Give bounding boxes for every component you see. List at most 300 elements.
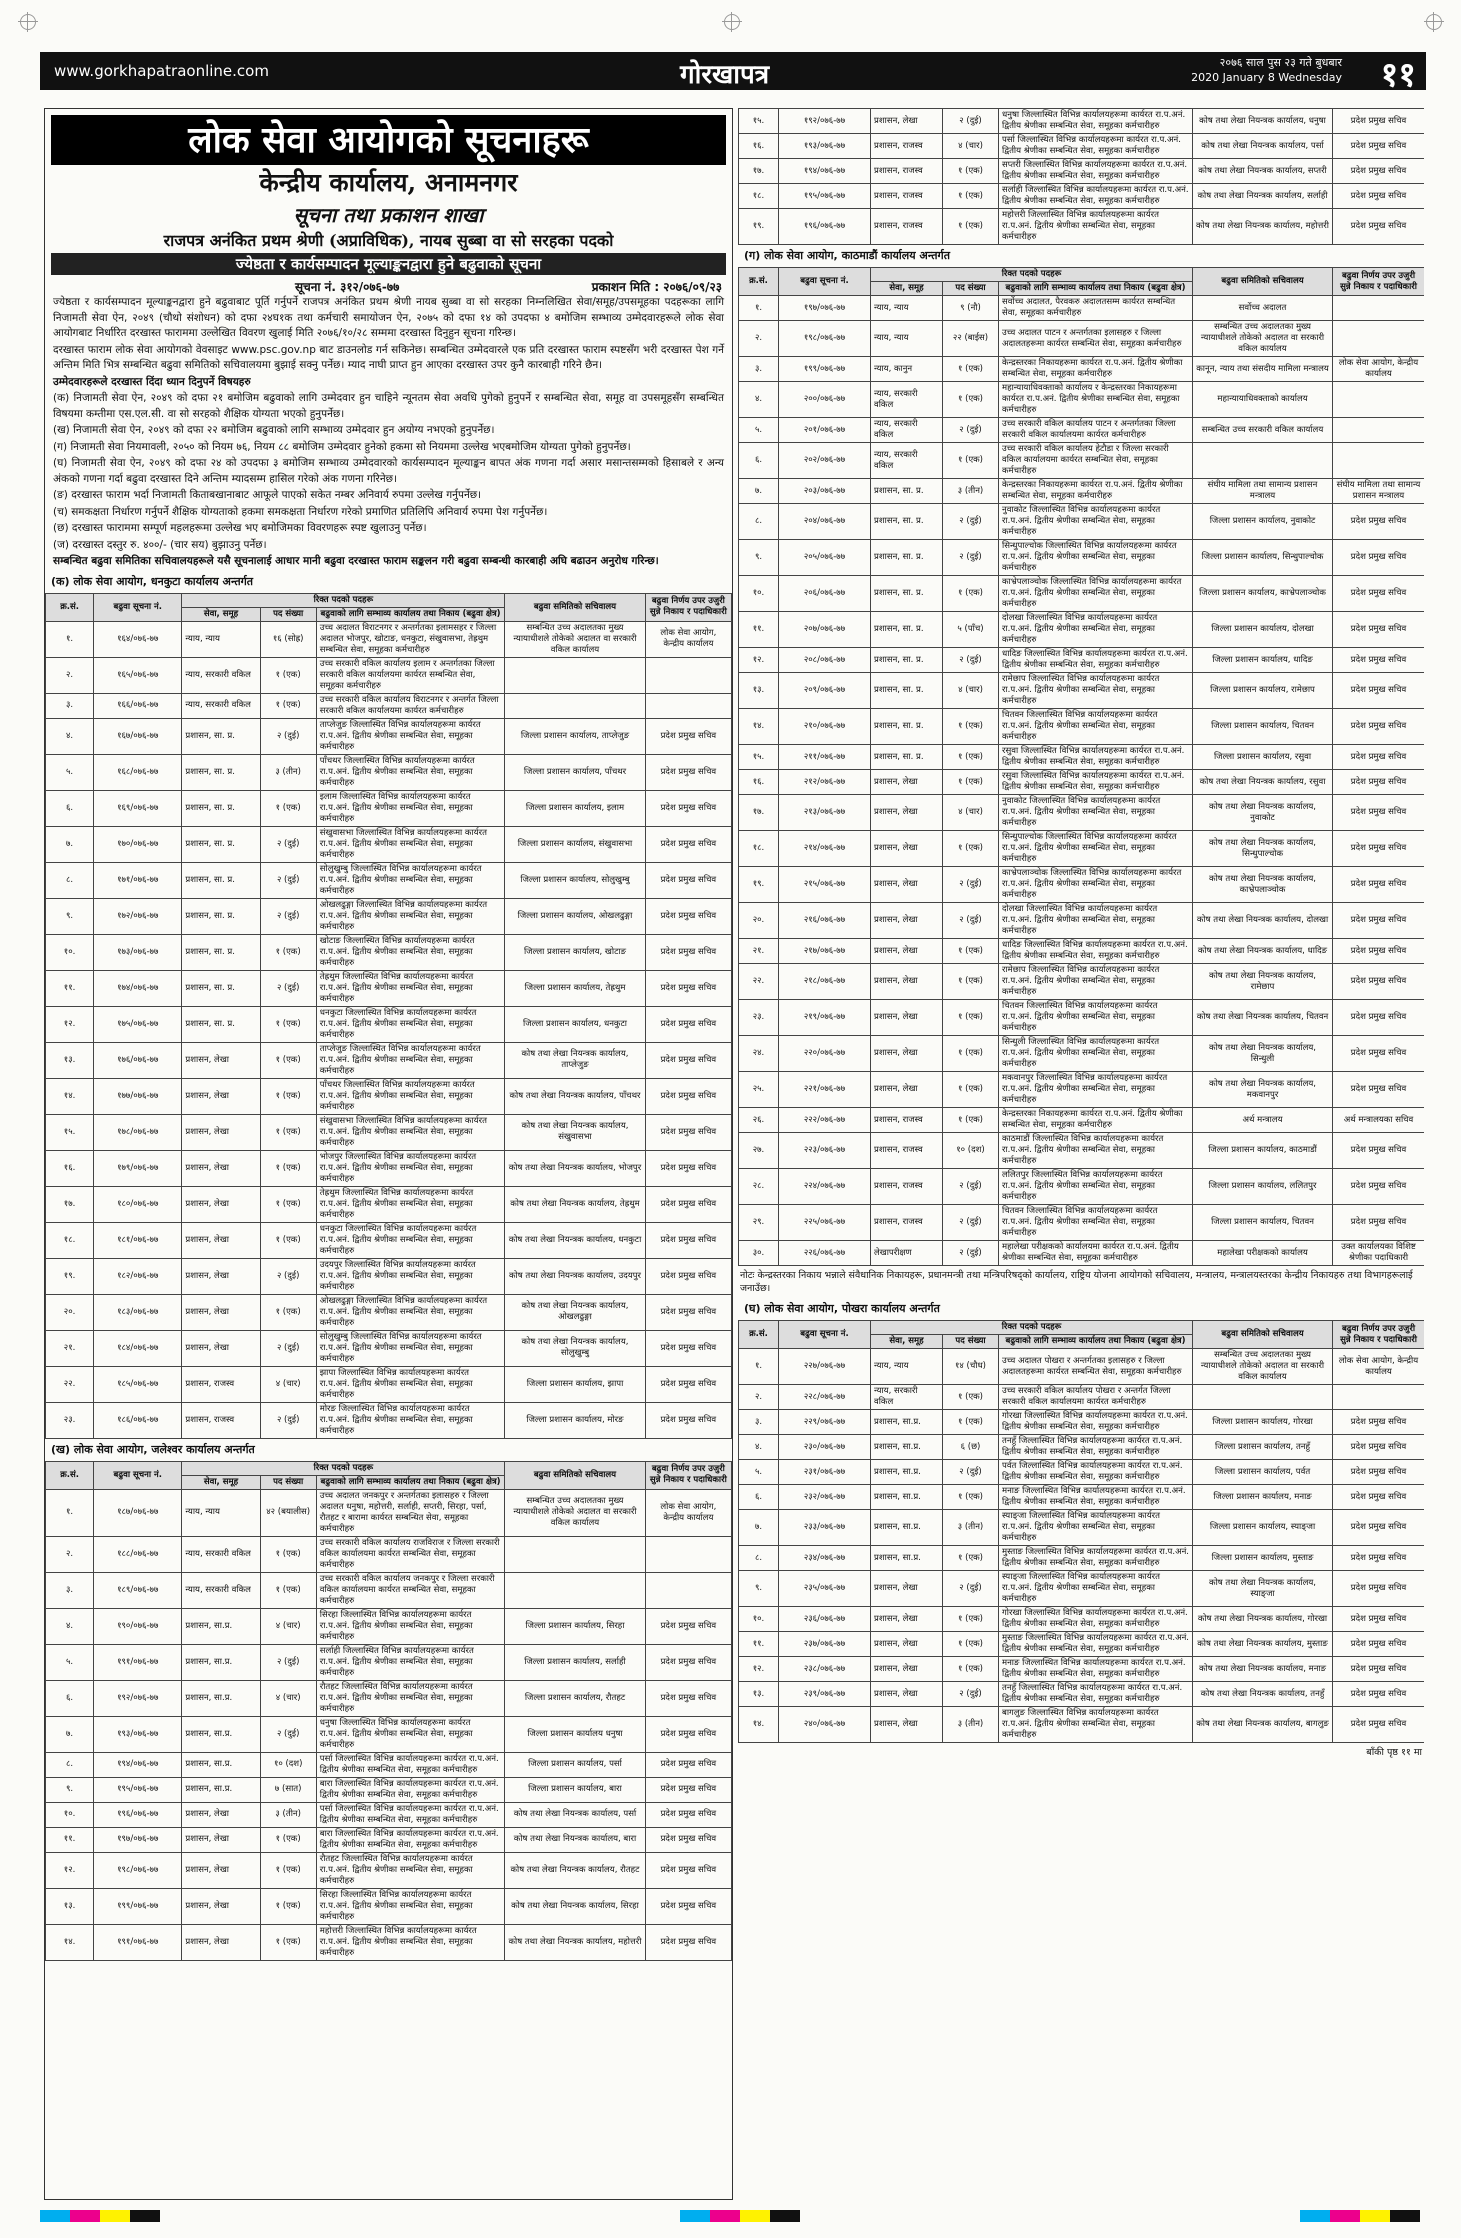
cell-secretariat: सम्बन्धित उच्च अदालतका मुख्य न्यायाधीशले तोकेको अदालत वा सरकारी वकिल कार्यालय [505,1489,645,1536]
header-service: सेवा, समूह [182,607,260,621]
table-row [739,209,1425,245]
cell-area: धादिङ जिल्लास्थित विभिन्न कार्यालयहरूमा कार्यरत रा.प.अनं. द्वितीय श्रेणीका सम्बन्धित सेवा, समूहका कर्मचारीहरु [999,648,1193,673]
cell-secretariat: कोष तथा लेखा नियन्त्रक कार्यालय, नुवाकोट [1193,795,1333,831]
cell-notice-no: २१२/०७६-७७ [779,770,871,795]
cell-sn: ९. [46,1777,94,1802]
table-row [739,1510,1425,1546]
cell-count: १ (एक) [260,1924,316,1960]
cell-count: १ (एक) [260,1186,316,1222]
cell-sn: ११. [46,970,94,1006]
cell-authority: प्रदेश प्रमुख सचिव [1333,1632,1424,1657]
cell-count: १ (एक) [943,709,999,745]
notice-paragraph: (छ) दरखास्त फाराममा सम्पूर्ण महलहरूमा उल्लेख भए बमोजिमका विवरणहरू स्पष्ट खुलाउनु पर्नेछ। [53,522,427,534]
cell-count: १ (एक) [943,1546,999,1571]
table-row [46,1294,732,1330]
table-header [739,268,1425,296]
cell-count: ५ (पाँच) [943,612,999,648]
cell-sn: ५. [739,418,779,443]
cell-secretariat [505,1572,645,1608]
cell-area: उच्च सरकारी वकिल कार्यालय विराटनगर र अन्तर्गत जिल्ला सरकारी वकिल कार्यालयमा कार्यरत कर्मचारीहरु [316,693,505,718]
cell-area: ताप्लेजुङ जिल्लास्थित विभिन्न कार्यालयहरूमा कार्यरत रा.प.अनं. द्वितीय श्रेणीका सम्बन्धित सेवा, समूहका कर्मचारीहरु [316,718,505,754]
cell-sn: ७. [46,826,94,862]
cell-service: प्रशासन, सा. प्र. [182,898,260,934]
color-bar-yellow-3 [1360,2210,1390,2222]
cell-notice-no: १६४/०७६-७७ [94,621,182,657]
cell-area: उच्च अदालत पोखरा र अन्तर्गतका इलासहरु र जिल्ला अदालतहरूमा कार्यरत सम्बन्धित सेवा, समूहका कर्मचारीहरु [999,1349,1193,1385]
cell-area: पर्सा जिल्लास्थित विभिन्न कार्यालयहरूमा कार्यरत रा.प.अनं. द्वितीय श्रेणीका सम्बन्धित सेवा, समूहका कर्मचारीहरु [999,134,1193,159]
cell-secretariat: जिल्ला प्रशासन कार्यालय, ललितपुर [1193,1169,1333,1205]
cell-count: ९ (नौ) [943,296,999,321]
cell-sn: २०. [739,903,779,939]
cell-area: मुस्ताङ जिल्लास्थित विभिन्न कार्यालयहरूमा कार्यरत रा.प.अनं. द्वितीय श्रेणीका सम्बन्धित सेवा, समूहका कर्मचारीहरु [999,1632,1193,1657]
cell-count: २ (दुई) [260,1258,316,1294]
cell-area: रौतहट जिल्लास्थित विभिन्न कार्यालयहरूमा कार्यरत रा.प.अनं. द्वितीय श्रेणीका सम्बन्धित सेवा, समूहका कर्मचारीहरु [316,1680,505,1716]
cell-area: उच्च अदालत जनकपुर र अन्तर्गतका इलासहरु र जिल्ला अदालत धनुषा, महोत्तरी, सर्लाही, सप्तरी, सिरहा, पर्सा, रौतहट र बारामा कार्यरत सम्बन्धित सेवा, समूहका कर्मचारीहरु [316,1489,505,1536]
cell-sn: १५. [46,1114,94,1150]
notice-paragraph: (ङ) दरखास्त फाराम भर्दा निजामती किताबखानाबाट आफूले पाएको सकेत नम्बर अनिवार्य रुपमा उल्लेख गर्नुपर्नेछ। [53,489,482,501]
cell-secretariat: जिल्ला प्रशासन कार्यालय, सिरहा [505,1608,645,1644]
table-body [739,1349,1425,1743]
header-authority: बढुवा निर्णय उपर उजुरी सुन्ने निकाय र पदाधिकारी [645,1461,731,1489]
cell-notice-no: १७५/०७६-७७ [94,1006,182,1042]
cell-secretariat [1193,1385,1333,1410]
cell-authority: प्रदेश प्रमुख सचिव [645,1258,731,1294]
cell-sn: २३. [739,1000,779,1036]
cell-secretariat: जिल्ला प्रशासन कार्यालय, इलाम [505,790,645,826]
cell-area: सोलुखुम्बु जिल्लास्थित विभिन्न कार्यालयहरूमा कार्यरत रा.प.अनं. द्वितीय श्रेणीका सम्बन्धित सेवा, समूहका कर्मचारीहरु [316,1330,505,1366]
cell-area: खोटाङ जिल्लास्थित विभिन्न कार्यालयहरूमा कार्यरत रा.प.अनं. द्वितीय श्रेणीका सम्बन्धित सेवा, समूहका कर्मचारीहरु [316,934,505,970]
cell-service: प्रशासन, लेखा [871,1000,943,1036]
table-dhankuta [45,593,732,1439]
header-notice-no: बढुवा सूचना नं. [94,1461,182,1489]
cell-authority [1333,382,1424,418]
cell-secretariat: जिल्ला प्रशासन कार्यालय, रामेछाप [1193,673,1333,709]
cell-authority: लोक सेवा आयोग, केन्द्रीय कार्यालय [1333,1349,1424,1385]
cell-notice-no: १९५/०७६-७७ [94,1777,182,1802]
table-row [739,1460,1425,1485]
cell-count: १ (एक) [260,1150,316,1186]
color-bar-magenta-3 [1330,2210,1360,2222]
cell-sn: ३. [739,1410,779,1435]
cell-notice-no: १८६/०७६-७७ [94,1402,182,1438]
cell-notice-no: १८३/०७६-७७ [94,1294,182,1330]
cell-area: धनुषा जिल्लास्थित विभिन्न कार्यालयहरूमा कार्यरत रा.प.अनं. द्वितीय श्रेणीका सम्बन्धित सेवा, समूहका कर्मचारीहरु [999,109,1193,134]
cell-area: चितवन जिल्लास्थित विभिन्न कार्यालयहरूमा कार्यरत रा.प.अनं. द्वितीय श्रेणीका सम्बन्धित सेवा, समूहका कर्मचारीहरु [999,709,1193,745]
cell-notice-no: २२८/०७६-७७ [779,1385,871,1410]
table-row [739,939,1425,964]
cell-sn: ७. [46,1716,94,1752]
cell-count: २ (दुई) [260,826,316,862]
header-area: बढुवाको लागि सम्भाव्य कार्यालय तथा निकाय (बढुवा क्षेत्र) [999,1335,1193,1349]
cell-secretariat: कोष तथा लेखा नियन्त्रक कार्यालय, ताप्लेजुङ [505,1042,645,1078]
cell-secretariat: कोष तथा लेखा नियन्त्रक कार्यालय, महोत्तरी [505,1924,645,1960]
cell-area: मकवानपुर जिल्लास्थित विभिन्न कार्यालयहरूमा कार्यरत रा.प.अनं. द्वितीय श्रेणीका सम्बन्धित सेवा, समूहका कर्मचारीहरु [999,1072,1193,1108]
cell-count: २ (दुई) [943,1571,999,1607]
cell-secretariat: संघीय मामिला तथा सामान्य प्रशासन मन्त्रालय [1193,479,1333,504]
table-row [46,1802,732,1827]
cell-authority: अर्थ मन्त्रालयका सचिव [1333,1108,1424,1133]
cell-area: पाँचथर जिल्लास्थित विभिन्न कार्यालयहरूमा कार्यरत रा.प.अनं. द्वितीय श्रेणीका सम्बन्धित सेवा, समूहका कर्मचारीहरु [316,1078,505,1114]
cell-sn: १८. [46,1222,94,1258]
cell-notice-no: २३३/०७६-७७ [779,1510,871,1546]
cell-secretariat: जिल्ला प्रशासन कार्यालय, स्याङ्जा [1193,1510,1333,1546]
color-bar-yellow [100,2210,130,2222]
cell-authority: प्रदेश प्रमुख सचिव [1333,612,1424,648]
cell-notice-no: १७२/०७६-७७ [94,898,182,934]
cell-notice-no: २३२/०७६-७७ [779,1485,871,1510]
cell-sn: १७. [739,159,779,184]
table-row [46,898,732,934]
cell-sn: ५. [46,1644,94,1680]
table-row [739,1682,1425,1707]
table-body [739,296,1425,1266]
cell-count: १ (एक) [260,934,316,970]
cell-service: न्याय, सरकारी वकिल [871,443,943,479]
cell-notice-no: १७७/०७६-७७ [94,1078,182,1114]
cell-secretariat: कोष तथा लेखा नियन्त्रक कार्यालय, काभ्रेपलाञ्चोक [1193,867,1333,903]
cell-notice-no: १६९/०७६-७७ [94,790,182,826]
cell-authority: प्रदेश प्रमुख सचिव [645,1222,731,1258]
cell-area: इलाम जिल्लास्थित विभिन्न कार्यालयहरूमा कार्यरत रा.प.अनं. द्वितीय श्रेणीका सम्बन्धित सेवा, समूहका कर्मचारीहरु [316,790,505,826]
cell-notice-no: १९३/०७६-७७ [779,134,871,159]
cell-sn: २. [46,1536,94,1572]
header-count: पद संख्या [260,1475,316,1489]
cell-sn: १७. [739,795,779,831]
table-row [46,1402,732,1438]
cell-authority: प्रदेश प्रमुख सचिव [645,1330,731,1366]
cell-area: उच्च अदालत पाटन र अन्तर्गतका इलासहरु र जिल्ला अदालतहरूमा कार्यरत सम्बन्धित सेवा, समूहका कर्मचारीहरु [999,321,1193,357]
cell-authority: प्रदेश प्रमुख सचिव [1333,576,1424,612]
cell-sn: ६. [739,1485,779,1510]
cell-authority: प्रदेश प्रमुख सचिव [1333,1707,1424,1743]
cell-area: उच्च सरकारी वकिल कार्यालय जनकपुर र जिल्ला सरकारी वकिल कार्यालयमा कार्यरत सम्बन्धित सेवा, समूहका कर्मचारीहरु [316,1572,505,1608]
cell-service: न्याय, कानुन [871,357,943,382]
cell-sn: १४. [739,1707,779,1743]
cell-area: संखुवासभा जिल्लास्थित विभिन्न कार्यालयहरूमा कार्यरत रा.प.अनं. द्वितीय श्रेणीका सम्बन्धित सेवा, समूहका कर्मचारीहरु [316,826,505,862]
cell-count: १ (एक) [943,745,999,770]
cell-service: प्रशासन, राजस्व [871,1169,943,1205]
cell-service: प्रशासन, लेखा [182,1330,260,1366]
cell-authority: प्रदेश प्रमुख सचिव [645,1114,731,1150]
cell-notice-no: २०९/०७६-७७ [779,673,871,709]
cell-service: प्रशासन, सा. प्र. [182,934,260,970]
notice-paragraph: (घ) निजामती सेवा ऐन, २०४९ को दफा २४ को उपदफा ३ बमोजिम सम्भाव्य उम्मेदवारको कार्यसम्पादन मूल्याङ्कन बापत अंक गणना गर्दा असार मसान्तसम्मको हिसाबले र अन्य अंकको गणना गर्दा बढुवा दरखास्त दिने अन्तिम म्यादसम्म हासिल गरेको अंक गणना गरिनेछ। [53,457,724,485]
table-row [739,709,1425,745]
cell-count: २ (दुई) [943,1169,999,1205]
cell-count: ४ (चार) [260,1366,316,1402]
table-pokhara [738,1320,1424,1743]
header-notice-no: बढुवा सूचना नं. [779,268,871,296]
color-bar-magenta [70,2210,100,2222]
cell-notice-no: २०५/०७६-७७ [779,540,871,576]
cell-authority: प्रदेश प्रमुख सचिव [1333,831,1424,867]
cell-authority: प्रदेश प्रमुख सचिव [645,1924,731,1960]
cell-authority: प्रदेश प्रमुख सचिव [645,1078,731,1114]
table-body [46,1489,732,1960]
newspaper-title: गोरखापत्र [680,60,770,90]
cell-count: १ (एक) [943,1108,999,1133]
cell-sn: १. [739,1349,779,1385]
cell-count: १ (एक) [260,1572,316,1608]
cell-notice-no: १८०/०७६-७७ [94,1186,182,1222]
cell-notice-no: १९२/०७६-७७ [779,109,871,134]
cell-sn: ८. [46,862,94,898]
cell-sn: ९. [739,540,779,576]
cell-service: प्रशासन, राजस्व [871,159,943,184]
cell-secretariat [505,693,645,718]
cell-authority: प्रदेश प्रमुख सचिव [645,1888,731,1924]
cell-secretariat: कोष तथा लेखा नियन्त्रक कार्यालय, ओखलढुङ्गा [505,1294,645,1330]
cell-count: १ (एक) [943,1607,999,1632]
cell-secretariat: कोष तथा लेखा नियन्त्रक कार्यालय, बागलुङ [1193,1707,1333,1743]
cell-notice-no: १९९/०७६-७७ [94,1888,182,1924]
cell-sn: ७. [739,1510,779,1546]
cell-count: १ (एक) [943,964,999,1000]
cell-service: प्रशासन, सा. प्र. [182,754,260,790]
cell-authority [645,1572,731,1608]
cell-service: प्रशासन, सा.प्र. [182,1680,260,1716]
table-row [739,540,1425,576]
header-posts: रिक्त पदको पदहरू [871,268,1193,282]
cell-sn: ९. [46,898,94,934]
cell-count: १ (एक) [260,1078,316,1114]
table-row [46,1006,732,1042]
cell-sn: १०. [739,576,779,612]
cell-secretariat: कोष तथा लेखा नियन्त्रक कार्यालय, सोलुखुम्बु [505,1330,645,1366]
cell-notice-no: १९३/०७६-७७ [94,1716,182,1752]
cell-authority [645,693,731,718]
cell-service: प्रशासन, सा.प्र. [871,1546,943,1571]
cell-notice-no: १७०/०७६-७७ [94,826,182,862]
cell-area: ताप्लेजुङ जिल्लास्थित विभिन्न कार्यालयहरूमा कार्यरत रा.प.अनं. द्वितीय श्रेणीका सम्बन्धित सेवा, समूहका कर्मचारीहरु [316,1042,505,1078]
cell-sn: १८. [739,184,779,209]
cell-area: स्याङ्जा जिल्लास्थित विभिन्न कार्यालयहरूमा कार्यरत रा.प.अनं. द्वितीय श्रेणीका सम्बन्धित सेवा, समूहका कर्मचारीहरु [999,1510,1193,1546]
cell-notice-no: २१९/०७६-७७ [779,1000,871,1036]
table-row [46,1186,732,1222]
cell-secretariat: जिल्ला प्रशासन कार्यालय, धनकुटा [505,1006,645,1042]
table-row [46,1644,732,1680]
cell-notice-no: २२०/०७६-७७ [779,1036,871,1072]
cell-secretariat: महान्यायाधिवक्ताको कार्यालय [1193,382,1333,418]
cell-service: प्रशासन, लेखा [182,1802,260,1827]
cell-service: प्रशासन, लेखा [182,1078,260,1114]
table-row [46,1222,732,1258]
cell-secretariat: कोष तथा लेखा नियन्त्रक कार्यालय, मुस्ताङ [1193,1632,1333,1657]
cell-sn: ३. [46,693,94,718]
cell-secretariat: कोष तथा लेखा नियन्त्रक कार्यालय, पाँचथर [505,1078,645,1114]
cell-area: धनुषा जिल्लास्थित विभिन्न कार्यालयहरूमा कार्यरत रा.प.अनं. द्वितीय श्रेणीका सम्बन्धित सेवा, समूहका कर्मचारीहरु [316,1716,505,1752]
cell-service: प्रशासन, सा.प्र. [182,1608,260,1644]
cell-service: प्रशासन, लेखा [182,1186,260,1222]
cell-area: बारा जिल्लास्थित विभिन्न कार्यालयहरूमा कार्यरत रा.प.अनं. द्वितीय श्रेणीका सम्बन्धित सेवा, समूहका कर्मचारीहरु [316,1777,505,1802]
kathmandu-note: नोटः केन्द्रस्तरका निकाय भन्नाले संवैधानिक निकायहरू, प्रधानमन्त्री तथा मन्त्रिपरिषद्को कार्यालय, राष्ट्रिय योजना आयोगको सचिवालय, मन्त्रालय, मन्त्रालयस्तरका केन्द्रीय निकायहरु तथा विभागहरूलाई जनाउँछ। [740,1270,1413,1294]
cell-notice-no: २०२/०७६-७७ [779,443,871,479]
cell-secretariat: कोष तथा लेखा नियन्त्रक कार्यालय, रसुवा [1193,770,1333,795]
cell-secretariat: कोष तथा लेखा नियन्त्रक कार्यालय, धादिङ [1193,939,1333,964]
cell-service: प्रशासन, लेखा [871,1072,943,1108]
cell-notice-no: १८९/०७६-७७ [94,1572,182,1608]
cell-service: प्रशासन, राजस्व [871,134,943,159]
cell-sn: १०. [739,1607,779,1632]
cell-count: २ (दुई) [943,504,999,540]
registration-mark-top-right [1426,14,1442,30]
header-sn: क्र.सं. [739,268,779,296]
table-row [739,1546,1425,1571]
cell-sn: २१. [46,1330,94,1366]
cell-count: १ (एक) [943,382,999,418]
cell-area: रामेछाप जिल्लास्थित विभिन्न कार्यालयहरूमा कार्यरत रा.प.अनं. द्वितीय श्रेणीका सम्बन्धित सेवा, समूहका कर्मचारीहरु [999,673,1193,709]
color-bar-cyan [40,2210,70,2222]
cell-count: १ (एक) [260,693,316,718]
cell-sn: १२. [46,1006,94,1042]
cell-service: प्रशासन, लेखा [871,1036,943,1072]
cell-sn: २३. [46,1402,94,1438]
table-row [46,718,732,754]
table-row [46,693,732,718]
table-kathmandu [738,267,1424,1266]
table-row [739,1707,1425,1743]
cell-authority: प्रदेश प्रमुख सचिव [1333,209,1425,245]
header-notice-no: बढुवा सूचना नं. [94,593,182,621]
cell-service: प्रशासन, लेखा [871,1571,943,1607]
cell-notice-no: २१८/०७६-७७ [779,964,871,1000]
cell-authority: प्रदेश प्रमुख सचिव [1333,770,1424,795]
table-row [739,109,1425,134]
cell-authority: प्रदेश प्रमुख सचिव [645,898,731,934]
cell-service: प्रशासन, लेखा [182,1888,260,1924]
color-bar-black-2 [770,2210,800,2222]
cell-secretariat: कोष तथा लेखा नियन्त्रक कार्यालय, सिरहा [505,1888,645,1924]
cell-authority: प्रदेश प्रमुख सचिव [1333,1036,1424,1072]
cell-notice-no: २०४/०७६-७७ [779,504,871,540]
table-row [739,648,1425,673]
cell-notice-no: १७९/०७६-७७ [94,1150,182,1186]
notice-paragraph: (च) समकक्षता निर्धारण गर्नुपर्ने शैक्षिक योग्यताको हकमा समकक्षता निर्धारण गरेको प्रमाणित प्रतिलिपि अनिवार्य रुपमा पेश गर्नुपर्नेछ। [53,505,548,518]
cell-service: न्याय, न्याय [871,296,943,321]
cell-authority: प्रदेश प्रमुख सचिव [1333,939,1424,964]
cell-authority: प्रदेश प्रमुख सचिव [645,862,731,898]
cell-sn: ३. [46,1572,94,1608]
cell-authority: प्रदेश प्रमुख सचिव [645,1608,731,1644]
cell-authority: प्रदेश प्रमुख सचिव [1333,1000,1424,1036]
table-body [46,621,732,1438]
cell-authority [1333,321,1424,357]
cell-sn: १. [46,621,94,657]
cell-count: २ (दुई) [943,109,999,134]
header-count: पद संख्या [943,1335,999,1349]
cell-count: १ (एक) [943,1410,999,1435]
cell-authority: प्रदेश प्रमुख सचिव [1333,964,1424,1000]
cell-area: रसुवा जिल्लास्थित विभिन्न कार्यालयहरूमा कार्यरत रा.प.अनं. द्वितीय श्रेणीका सम्बन्धित सेवा, समूहका कर्मचारीहरु [999,770,1193,795]
cell-authority: प्रदेश प्रमुख सचिव [1333,1607,1424,1632]
table-row [46,1536,732,1572]
cell-service: प्रशासन, सा.प्र. [182,1777,260,1802]
cell-count: १ (एक) [260,657,316,693]
cell-notice-no: १७६/०७६-७७ [94,1042,182,1078]
cell-service: प्रशासन, लेखा [871,1707,943,1743]
table-row [46,1680,732,1716]
cell-secretariat: कोष तथा लेखा नियन्त्रक कार्यालय, धनकुटा [505,1222,645,1258]
cell-count: ३ (तीन) [260,1802,316,1827]
cell-authority: प्रदेश प्रमुख सचिव [1333,867,1424,903]
table-body [739,109,1425,245]
cell-area: पर्सा जिल्लास्थित विभिन्न कार्यालयहरूमा कार्यरत रा.प.अनं. द्वितीय श्रेणीका सम्बन्धित सेवा, समूहका कर्मचारीहरु [316,1752,505,1777]
cell-secretariat: महालेखा परीक्षकको कार्यालय [1193,1241,1333,1266]
cell-service: न्याय, न्याय [182,1489,260,1536]
cell-area: दोलखा जिल्लास्थित विभिन्न कार्यालयहरूमा कार्यरत रा.प.अनं. द्वितीय श्रेणीका सम्बन्धित सेवा, समूहका कर्मचारीहरु [999,903,1193,939]
cell-notice-no: १९८/०७६-७७ [779,321,871,357]
cell-notice-no: १७४/०७६-७७ [94,970,182,1006]
cell-secretariat: जिल्ला प्रशासन कार्यालय, पर्सा [505,1752,645,1777]
header-count: पद संख्या [260,607,316,621]
cell-area: तेह्रथुम जिल्लास्थित विभिन्न कार्यालयहरूमा कार्यरत रा.प.अनं. द्वितीय श्रेणीका सम्बन्धित सेवा, समूहका कर्मचारीहरु [316,970,505,1006]
cell-sn: १७. [46,1186,94,1222]
cell-secretariat: कोष तथा लेखा नियन्त्रक कार्यालय, सप्तरी [1193,159,1333,184]
table-row [46,1078,732,1114]
cell-authority: प्रदेश प्रमुख सचिव [645,1827,731,1852]
cell-secretariat: सम्बन्धित उच्च सरकारी वकिल कार्यालय [1193,418,1333,443]
cell-service: न्याय, सरकारी वकिल [182,657,260,693]
cell-notice-no: २३९/०७६-७७ [779,1682,871,1707]
cell-notice-no: २१५/०७६-७७ [779,867,871,903]
cell-secretariat: कोष तथा लेखा नियन्त्रक कार्यालय, बारा [505,1827,645,1852]
cell-authority [1333,443,1424,479]
notice-paragraph: ज्येष्ठता र कार्यसम्पादन मूल्याङ्कनद्वारा हुने बढुवाबाट पूर्ति गर्नुपर्ने राजपत्र अनंकित प्रथम श्रेणी नायब सुब्बा वा सो सरहका निम्नलिखित सेवा/समूह/उपसमूहका पदहरूका लागि निजामती सेवा ऐन, २०४९ (चौथो संशोधन) को दफा २४घ१क तथा कर्मचारी समायोजन ऐन, २०७५ को दफा १४ को उपदफा ४ बमोजिम सम्भाव्य उम्मेदवारहरूले लोक सेवा आयोगबाट निर्धारित दरखास्त फाराममा उल्लेखित विवरण खुलाई मिति २०७६/१०/२८ सम्ममा दरखास्त दिनुहुन सूचना गरिन्छ। [53,296,724,339]
cell-service: प्रशासन, राजस्व [182,1402,260,1438]
cell-sn: २. [739,321,779,357]
cell-area: रौतहट जिल्लास्थित विभिन्न कार्यालयहरूमा कार्यरत रा.प.अनं. द्वितीय श्रेणीका सम्बन्धित सेवा, समूहका कर्मचारीहरु [316,1852,505,1888]
cell-count: १ (एक) [943,209,999,245]
cell-secretariat: जिल्ला प्रशासन कार्यालय, ओखलढुङ्गा [505,898,645,934]
table-row [46,754,732,790]
notice-paragraph: दरखास्त फाराम लोक सेवा आयोगको वेवसाइट www.psc.gov.np बाट डाउनलोड गर्न सकिनेछ। सम्बन्धित उम्मेदवारले एक प्रति दरखास्त फाराम स्पष्टसँग भरी दरखास्त पेश गर्ने अन्तिम मिति भित्र सम्बन्धित बढुवा समितिको सचिवालयमा बुझाई सक्नु पर्नेछ। म्याद नाघी प्राप्त हुन आएका दरखास्त उपर कुनै कारबाही गरिने छैन। [53,343,724,371]
table-row [46,1150,732,1186]
cell-count: ७ (सात) [260,1777,316,1802]
cell-sn: २०. [46,1294,94,1330]
cell-area: रामेछाप जिल्लास्थित विभिन्न कार्यालयहरूमा कार्यरत रा.प.अनं. द्वितीय श्रेणीका सम्बन्धित सेवा, समूहका कर्मचारीहरु [999,964,1193,1000]
cell-authority [1333,296,1424,321]
table-row [739,1036,1425,1072]
cell-notice-no: २२५/०७६-७७ [779,1205,871,1241]
cell-notice-no: २०७/०७६-७७ [779,612,871,648]
cell-count: २ (दुई) [943,903,999,939]
cell-area: तनहुँ जिल्लास्थित विभिन्न कार्यालयहरूमा कार्यरत रा.प.अनं. द्वितीय श्रेणीका सम्बन्धित सेवा, समूहका कर्मचारीहरु [999,1435,1193,1460]
cell-sn: १६. [46,1150,94,1186]
cell-notice-no: १६५/०७६-७७ [94,657,182,693]
cell-secretariat: जिल्ला प्रशासन कार्यालय, काठमाडौं [1193,1133,1333,1169]
header-secretariat: बढुवा समितिको सचिवालय [505,1461,645,1489]
publication-date: प्रकाशन मिति : २०७६/०९/२३ [591,280,722,294]
table-row [46,657,732,693]
left-column [44,108,733,2200]
cell-count: ४ (चार) [260,1680,316,1716]
cell-service: न्याय, सरकारी वकिल [871,382,943,418]
table-row [739,745,1425,770]
site-url[interactable]: www.gorkhapatraonline.com [54,62,269,80]
office-heading: केन्द्रीय कार्यालय, अनामनगर [259,168,518,197]
cell-sn: २. [739,1385,779,1410]
cell-authority: प्रदेश प्रमुख सचिव [1333,1410,1424,1435]
cell-authority: प्रदेश प्रमुख सचिव [645,826,731,862]
cell-authority: प्रदेश प्रमुख सचिव [1333,184,1425,209]
cell-authority [1333,418,1424,443]
table-header [46,593,732,621]
cell-authority: प्रदेश प्रमुख सचिव [645,1852,731,1888]
cell-secretariat: जिल्ला प्रशासन कार्यालय, मोरङ [505,1402,645,1438]
cell-count: २ (दुई) [260,1402,316,1438]
cell-service: प्रशासन, सा. प्र. [182,718,260,754]
section-pokhara: (घ) लोक सेवा आयोग, पोखरा कार्यालय अन्तर्गत [744,1302,940,1315]
